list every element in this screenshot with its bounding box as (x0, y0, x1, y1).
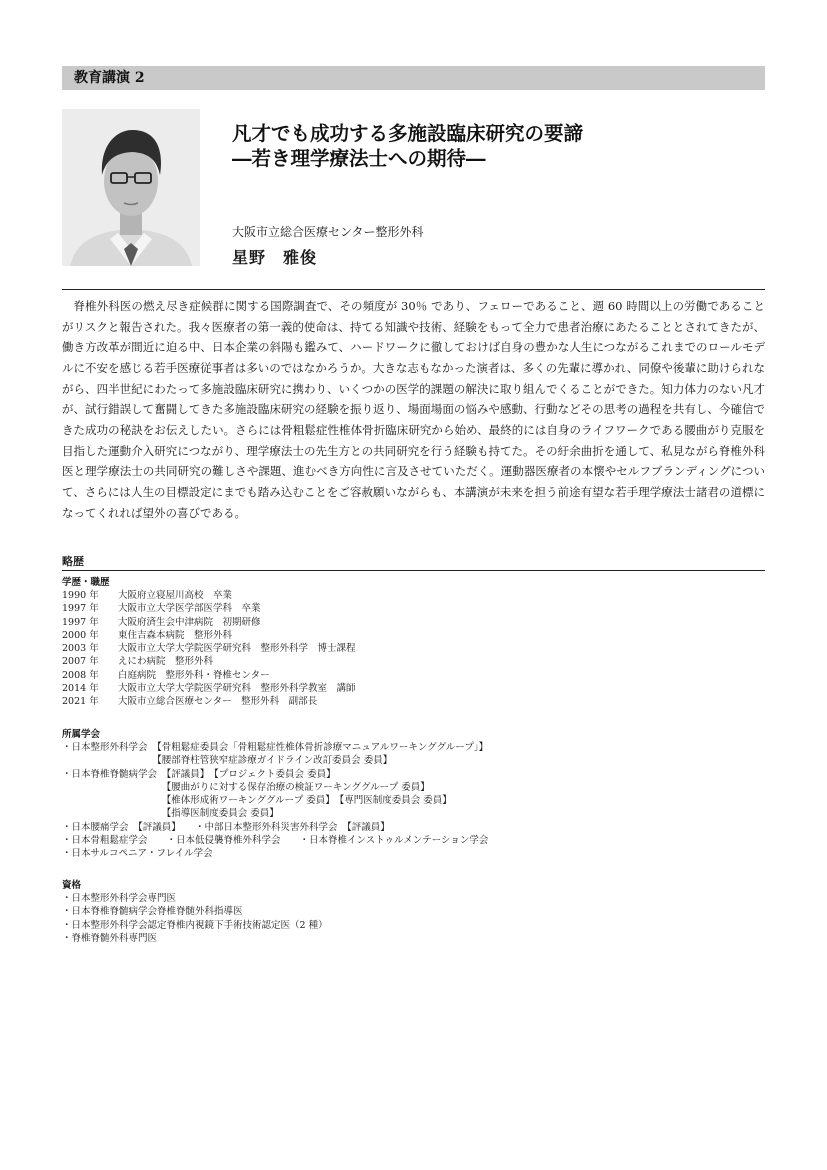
qualification-item: ・脊椎脊髄外科専門医 (62, 932, 158, 944)
society-line: 【指導医制度委員会 委員】 (62, 808, 279, 820)
history-year: 1997 年 (62, 616, 99, 628)
history-year: 2000 年 (62, 629, 99, 641)
society-line: ・日本腰痛学会 【評議員】 ・中部日本整形外科災害外科学会 【評議員】 (62, 821, 390, 833)
society-line: 【腰部脊柱管狭窄症診療ガイドライン改訂委員会 委員】 (62, 755, 393, 767)
history-text: 大阪市立大学大学院医学研究科 整形外科学 博士課程 (118, 643, 356, 655)
history-text: 大阪府立寝屋川高校 卒業 (118, 590, 233, 601)
society-line: ・日本骨粗鬆症学会 ・日本低侵襲脊椎外科学会 ・日本脊椎インストゥルメンテーション学会 (62, 835, 489, 847)
history-row (62, 602, 356, 615)
society-line: 【椎体形成術ワーキンググループ 委員】 【専門医制度委員会 委員】 (62, 795, 452, 807)
history-year: 1997 年 (62, 603, 99, 615)
history-text: えにわ病院 整形外科 (118, 656, 214, 668)
career-history (62, 576, 356, 709)
history-row (62, 655, 356, 668)
lecture-title (232, 121, 752, 171)
society-line: 【腰曲がりに対する保存治療の検証ワーキンググループ 委員】 (62, 781, 430, 793)
history-year: 1990 年 (62, 590, 99, 601)
society-line: ・日本脊椎脊髄病学会 【評議員】 【プロジェクト委員会 委員】 (62, 768, 336, 780)
history-year: 2008 年 (62, 669, 99, 681)
qualification-item: ・日本整形外科学会専門医 (62, 893, 177, 904)
societies-heading: 所属学会 (62, 729, 101, 740)
society-line: ・日本整形外科学会 【骨粗鬆症委員会「骨粗鬆症性椎体骨折診療マニュアルワーキンググループ」】 (62, 742, 489, 753)
history-text: 大阪市立大学医学部医学科 卒業 (118, 603, 261, 615)
history-year: 2021 年 (62, 696, 99, 708)
history-text: 東住吉森本病院 整形外科 (118, 629, 233, 641)
section-header: 教育講演 2 (62, 66, 765, 90)
title-line-2: ―若き理学療法士への期待― (232, 147, 486, 170)
history-text: 大阪市立総合医療センター 整形外科 副部長 (118, 696, 318, 708)
society-memberships (62, 728, 488, 861)
qualifications-heading: 資格 (62, 880, 82, 891)
history-row (62, 682, 356, 695)
speaker-photo (62, 109, 200, 266)
history-text: 白庭病院 整形外科・脊椎センター (118, 669, 270, 681)
qualification-item: ・日本脊椎脊髄病学会脊椎脊髄外科指導医 (62, 906, 243, 918)
history-year: 2007 年 (62, 656, 99, 668)
history-year: 2003 年 (62, 643, 99, 655)
history-text: 大阪市立大学大学院医学研究科 整形外科学教室 講師 (118, 683, 356, 695)
affiliation: 大阪市立総合医療センター整形外科 (232, 225, 424, 239)
history-row (62, 695, 356, 708)
biography-divider (62, 570, 765, 571)
history-row (62, 669, 356, 682)
history-row (62, 629, 356, 642)
portrait-image (62, 109, 200, 266)
history-row (62, 616, 356, 629)
abstract-text: 脊椎外科医の燃え尽き症候群に関する国際調査で、その頻度が 30％ であり、フェローであること、週 60 時間以上の労働であることがリスクと報告された。我々医療者の第一義的使命は、持てる知識や技術、経験をもって全力で患者治療にあたることとされてきたが、働き方改革が間近に迫る中、日本企業の斜陽も鑑みて、ハードワークに徹しておけば自身の豊かな人生につながるこれまでのロールモデルに不安を感じる若手医療従事者は多いのではなかろうか。大きな志もなかった演者は、多くの先輩に導かれ、同僚や後輩に助けられながら、四半世紀にわたって多施設臨床研究に携わり、いくつかの医学的課題の解決に取り組んでくることができた。知力体力のない凡才が、試行錯誤して奮闘してきた多施設臨床研究の経験を振り返り、場面場面の悩みや感動、行動などその思考の過程を共有し、今確信できた成功の秘訣をお伝えしたい。さらには骨粗鬆症性椎体骨折臨床研究から始め、最終的には自身のライフワークである腰曲がり克服を目指した運動介入研究につながり、理学療法士の先生方との共同研究を行う経験も持てた。その紆余曲折を通して、私見ながら脊椎外科医と理学療法士の共同研究の難しさや課題、進むべき方向性に言及させていただく。運動器医療者の本懐やセルフブランディングについて、さらには人生の目標設定にまでも踏み込むことをご容赦願いながらも、本講演が未来を担う前途有望な若手理学療法士諸君の道標になってくれれば望外の喜びである。 (62, 299, 765, 520)
qualification-item: ・日本整形外科学会認定脊椎内視鏡下手術技術認定医（2 種） (62, 919, 328, 931)
divider (62, 289, 765, 290)
history-text: 大阪府済生会中津病院 初期研修 (118, 616, 261, 628)
biography-heading: 略歴 (62, 555, 84, 568)
speaker-name: 星野 雅俊 (232, 248, 318, 267)
history-year: 2014 年 (62, 683, 99, 695)
history-row (62, 642, 356, 655)
qualifications (62, 879, 328, 945)
society-line: ・日本サルコペニア・フレイル学会 (62, 848, 213, 860)
title-line-1: 凡才でも成功する多施設臨床研究の要諦 (232, 122, 584, 145)
history-row (62, 589, 356, 602)
history-heading: 学歴・職歴 (62, 577, 110, 588)
